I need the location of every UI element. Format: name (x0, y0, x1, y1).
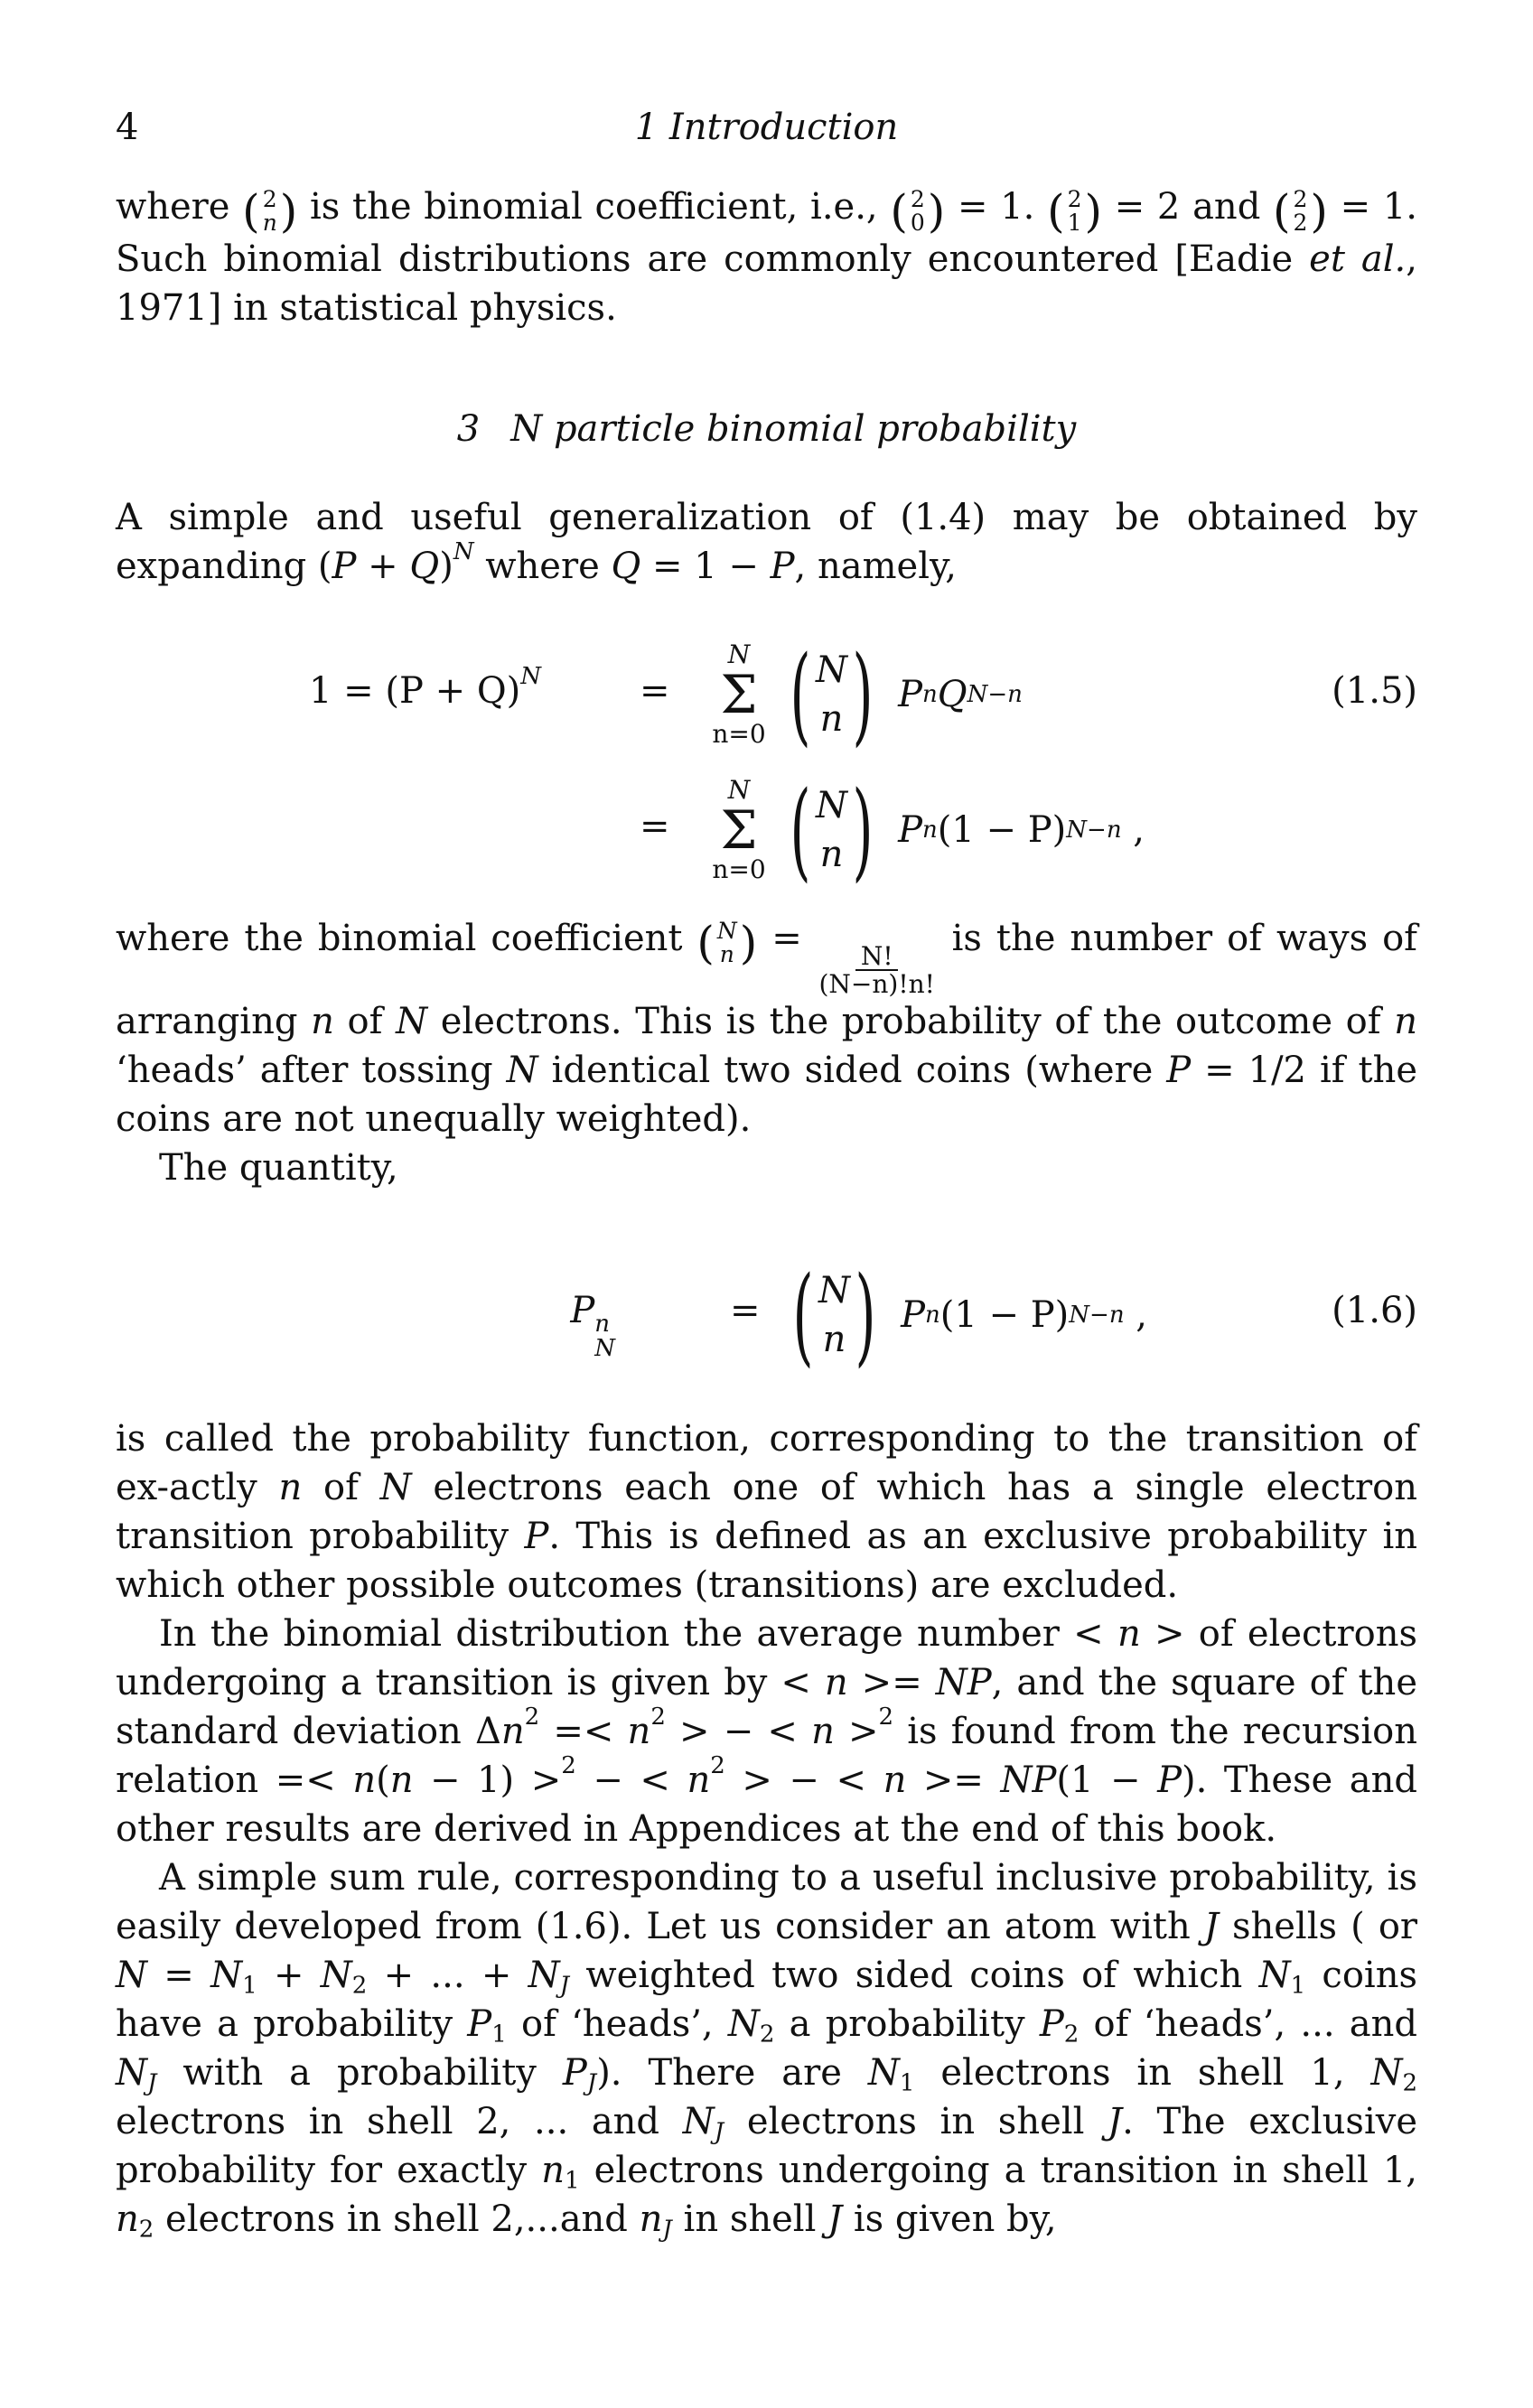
paragraph-probability-function: is called the probability function, corresponding to the transition of ex-actly n of N electrons each one of which has a single electron transition probability P. This is defined as an exclusive probability in which other possible outcomes (transitions) are excluded. (116, 1418, 1418, 1607)
summation: N Σ n=0 (712, 775, 766, 885)
equation-number-1-6: (1.6) (1332, 1290, 1417, 1332)
section-heading (116, 405, 1417, 453)
equation-1-5 (116, 627, 1417, 898)
equation-1-5-row-1 (116, 627, 1417, 762)
equation-1-5-rhs-1: N Σ n=0 ( N n ) P n Q N−n (707, 627, 1023, 762)
inline-binom-2-n: ( 2 n ) (242, 185, 298, 238)
equation-number-1-5: (1.5) (1332, 670, 1417, 713)
fraction-n-factorial: $\frac{N!}{(N-n)!n!}$ (818, 940, 935, 1000)
summation: N Σ n=0 (712, 639, 766, 750)
running-head (116, 90, 1417, 155)
paragraph-generalization: A simple and useful generalization of (1.4) may be obtained by expanding $(P + Q)^N$ where Q = 1 − P, namely, (116, 497, 1417, 588)
inline-binom-N-n: ( N n ) (696, 917, 758, 970)
binomial-N-n: ( N n ) (790, 768, 874, 893)
equation-1-5-lhs: $1 = (P + Q)^N$ (308, 663, 541, 713)
paragraph-the-quantity: The quantity, (159, 1147, 398, 1190)
paragraph-binomial-coefficient: where ( 2 n ) is the binomial coefficient, i.e., ( 2 0 ) = 1. ( 2 1 ) = 2 and ( 2 2 ) = 1. Such binomial distributions are commonly encountered [Eadie et al., 1971] in statistical physics. (116, 185, 1418, 330)
inline-binom-2-1: ( 2 1 ) (1047, 185, 1103, 238)
inline-binom-2-2: ( 2 2 ) (1273, 185, 1328, 238)
paragraph-average-number: In the binomial distribution the average number < n > of electrons undergoing a transition is given by < n >= NP, and the square of the standard deviation $\Delta n^2 =< n^2$ > − < n >$^2$ is found from the recursion relation =< n(n − 1) >$^2$ − < $n^2$ > − < n >= NP(1 − P). These and other results are derived in Appendices at the end of this book. (116, 1613, 1417, 1851)
equation-1-5-row-2 (116, 762, 1417, 898)
running-title: 1 Introduction (634, 107, 899, 148)
equals-sign: = (640, 670, 670, 713)
section-number: 3 (456, 408, 481, 451)
equation-1-6-lhs: P n N (570, 1290, 615, 1362)
equation-1-6 (116, 1236, 1417, 1395)
equation-1-5-rhs-2: N Σ n=0 ( N n ) P n (1 − P) N−n , (707, 762, 1145, 898)
page-number: 4 (116, 107, 139, 148)
equals-sign: = (730, 1290, 761, 1332)
equals-sign: = (640, 806, 670, 848)
binomial-N-n: ( N n ) (790, 632, 874, 758)
section-title: N particle binomial probability (510, 408, 1077, 451)
inline-binom-2-0: ( 2 0 ) (890, 185, 946, 238)
equation-1-6-rhs: ( N n ) P n (1 − P) N−n , (782, 1236, 1147, 1395)
paragraph-binomial-coefficient-definition: where the binomial coefficient ( N n ) = $\frac{N!}{(N-n)!n!}$ is the number of ways of arranging n of N electrons. This is the probability of the outcome of n ‘heads’ after tossing N identical two sided coins (where P = 1/2 if the coins are not unequally weighted). (116, 917, 1418, 1141)
paragraph-sum-rule: A simple sum rule, corresponding to a useful inclusive probability, is easily developed from (1.6). Let us consider an atom with J shells ( or $N = N_1 + N_2$ + ... + $N_J$ weighted two sided coins of which $N_1$ coins have a probability $P_1$ of ‘heads’, $N_2$ a probability $P_2$ of ‘heads’, ... and $N_J$ with a probability $P_J$). There are $N_1$ electrons in shell 1, $N_2$ electrons in shell 2, ... and $N_J$ electrons in shell J. The exclusive probability for exactly $n_1$ electrons undergoing a transition in shell 1, $n_2$ electrons in shell 2,...and $n_J$ in shell J is given by, (116, 1857, 1418, 2244)
binomial-N-n: ( N n ) (792, 1253, 876, 1378)
